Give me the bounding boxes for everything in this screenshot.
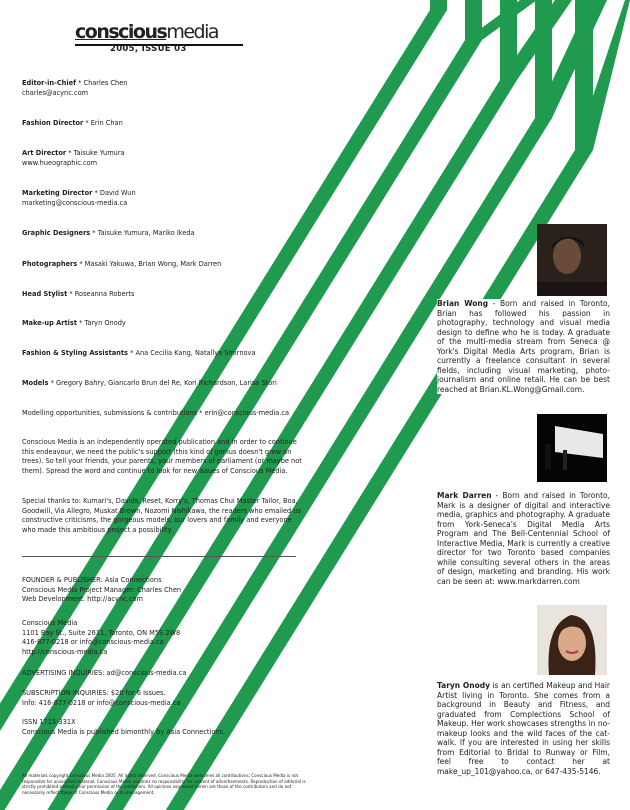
bio-mark-darren	[437, 491, 610, 586]
brian-wong-photo	[537, 224, 607, 296]
credit-name: Charles Chen	[83, 79, 128, 87]
subscription-line: Info: 416-877-0218 or info@conscious-media.ca	[22, 698, 181, 707]
credit-photographers: Photographers * Masaki Yakuwa, Brian Wong, Mark Darren	[22, 260, 222, 268]
issue-label: 2005, ISSUE 03	[110, 44, 187, 54]
bio-name: Taryn Onody	[437, 681, 490, 690]
bio-text: is an certified Makeup and Hair Artist living in Toronto. She comes from a background in Beauty and Fitness, and graduated from Complections School of Makeup. Her work showcases strengths in no-makeup looks and the wild faces of the cat-walk. If you are interested in using her skills from Editorial to Bridal to Runway or Film, feel free to contact her at make_up_101@yahoo.ca, or 647-435-5146.	[437, 681, 611, 776]
bio-text: - Born and raised in Toronto, Brian has followed his passion in photography, technology and visual media design to define who he is today. A graduate of the multi-media stream from Seneca @ York's Digital Media Arts program, Brian is currently a freelance consultant in several fields, including visual marketing, photo-journalism and online retail. He can be best reached at Brian.KL.Wong@Gmail.com.	[437, 299, 610, 394]
credit-role: Models	[22, 379, 49, 387]
credit-name: Taryn Onody	[84, 319, 126, 327]
credit-graphic-designers: Graphic Designers * Taisuke Yumura, Mariko Ikeda	[22, 229, 195, 237]
advertising-line: ADVERTISING INQUIRIES: ad@conscious-media.ca	[22, 669, 187, 677]
credit-role: Fashion Director	[22, 119, 84, 127]
credit-name: Ana Cecilia Kang, Natallya Smirnova	[135, 349, 256, 357]
credit-fashion-director: Fashion Director * Erin Chan	[22, 119, 123, 127]
issn-line: Conscious Media is published bimonthly by Asia Connections.	[22, 727, 226, 736]
credit-email: charles@acync.com	[22, 89, 89, 97]
credit-art-director: Art Director * Taisuke Yumura www.hueographic.com	[22, 149, 125, 167]
credit-styling-assistants: Fashion & Styling Assistants * Ana Cecilia Kang, Natallya Smirnova	[22, 349, 256, 357]
subscription-line: SUBSCRIPTION INQUIRIES: $20 for 6 issues.	[22, 689, 166, 697]
credit-website: www.hueographic.com	[22, 159, 98, 167]
address-line: 1101 Bay St., Suite 2611, Toronto, ON M5S 2W8	[22, 628, 181, 637]
bio-name: Brian Wong	[437, 299, 489, 308]
credit-role: Art Director	[22, 149, 67, 157]
credit-marketing-director: Marketing Director * David Wun marketing@conscious-media.ca	[22, 189, 136, 207]
credit-name: Taisuke Yumura	[73, 149, 125, 157]
opportunities-line: Modelling opportunities, submissions & contributions * erin@conscious-media.ca	[22, 409, 290, 417]
credit-models: Models * Gregory Bahry, Giancarlo Brun del Re, Kori Richardson, Larisa Stori	[22, 379, 277, 387]
masthead-logo	[75, 21, 245, 46]
bio-text: - Born and raised in Toronto, Mark is a designer of digital and interactive media, graphics and photography. A graduate from York-Seneca's Digital Media Arts Program and The Bell-Centennial School of Interactive Media, Mark is currently a creative director for two Toronto based companies while consulting several others in the areas of design, marketing and branding. His work can be seen at: www.markdarren.com	[437, 491, 611, 586]
bio-taryn-onody	[437, 681, 610, 776]
credit-head-stylist: Head Stylist * Roseanna Roberts	[22, 290, 135, 298]
issn-line: ISSN 1715-331X	[22, 718, 76, 726]
bio-brian-wong	[437, 299, 610, 394]
credit-role: Marketing Director	[22, 189, 93, 197]
credit-editor-in-chief: Editor-in-Chief * Charles Chen charles@acync.com	[22, 79, 128, 97]
logo-bold-text: conscious	[75, 21, 167, 43]
credit-name: Taisuke Yumura, Mariko Ikeda	[97, 229, 195, 237]
fine-print: All materials copyright Conscious Media 2005. All rights reserved. Conscious Media welcomes all contributions; Conscious Media is not responsible for unsolicited material. Conscious Media assumes no responsibility for content of advertisements. Reproduction of editorial is strictly prohibited without prior permission of the publishers. All opinions expressed herein are those of the contributors and do not necessarily reflect those of Conscious Media or its management.	[22, 773, 306, 795]
address-line: http://conscious-media.ca	[22, 647, 108, 656]
section-divider	[22, 556, 296, 557]
credit-makeup-artist: Make-up Artist * Taryn Onody	[22, 319, 126, 327]
credit-role: Graphic Designers	[22, 229, 91, 237]
credit-role: Make-up Artist	[22, 319, 77, 327]
credit-name: David Wun	[99, 189, 136, 197]
mark-darren-photo	[537, 414, 607, 482]
taryn-onody-photo	[537, 605, 607, 675]
credit-role: Fashion & Styling Assistants	[22, 349, 128, 357]
thanks-paragraph: Special thanks to: Kumari's, Davids, Reset, Korry's, Thomas Chui Master Tailor, Boa, Goodwill, Via Allegro, Muskat Brown, Nozomi Nishikawa, the readers who emailed us constructive criticisms, the gorgeous models, our lovers and family and everyone who made this ambitious project a possibility.	[22, 497, 301, 534]
about-paragraph: Conscious Media is an independently operated publication and in order to continue this endeavour, we need the public's support (this kind of genius doesn't grow on trees). So tell your friends, your parents, your members of parliament (or maybe not them). Spread the word and continue to look for new issues of Conscious Media.	[22, 438, 302, 475]
publisher-line: FOUNDER & PUBLISHER: Asia Connections	[22, 576, 162, 584]
address-block	[22, 619, 302, 657]
logo-light-text: media	[166, 21, 219, 43]
publisher-line: Web Development: http://acync.com	[22, 595, 143, 604]
credit-name: Erin Chan	[90, 119, 123, 127]
subscription-block	[22, 689, 302, 708]
address-line: 416-877-0218 or info@conscious-media.ca	[22, 638, 164, 647]
credit-name: Gregory Bahry, Giancarlo Brun del Re, Kori Richardson, Larisa Stori	[55, 379, 277, 387]
credit-name: Masaki Yakuwa, Brian Wong, Mark Darren	[84, 260, 222, 268]
bio-name: Mark Darren	[437, 491, 492, 500]
issn-block	[22, 718, 302, 737]
credit-email: marketing@conscious-media.ca	[22, 199, 128, 207]
credit-role: Editor-in-Chief	[22, 79, 76, 87]
credit-name: Roseanna Roberts	[74, 290, 135, 298]
publisher-block	[22, 576, 302, 605]
publisher-line: Conscious Media Project Manager: Charles Chen	[22, 585, 182, 594]
address-line: Conscious Media	[22, 619, 78, 627]
credit-role: Head Stylist	[22, 290, 68, 298]
credit-role: Photographers	[22, 260, 78, 268]
